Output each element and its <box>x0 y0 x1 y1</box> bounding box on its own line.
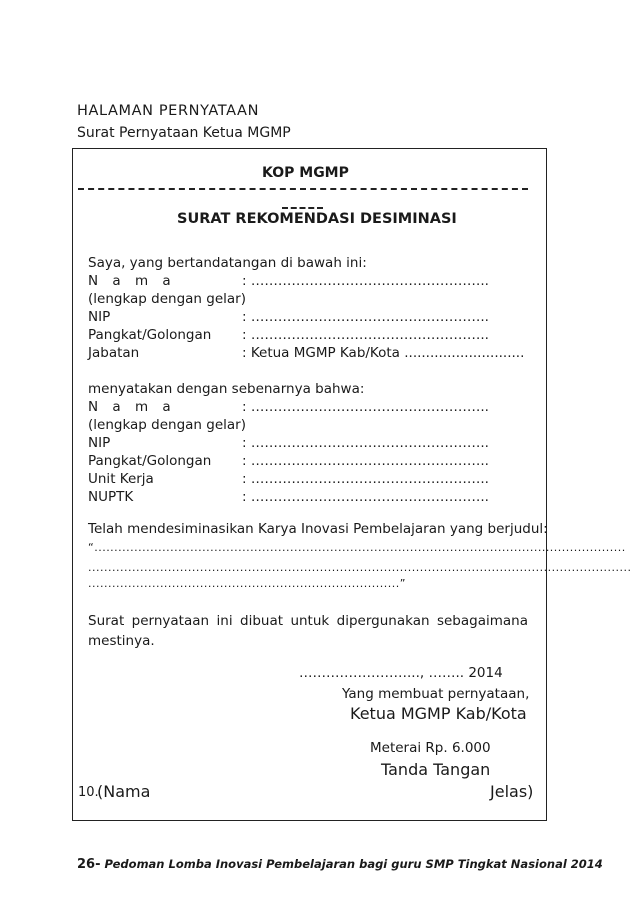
closing-statement: Surat pernyataan ini dibuat untuk dipergunakan sebagaimana mestinya. <box>88 613 528 649</box>
footer-text: Pedoman Lomba Inovasi Pembelajaran bagi guru SMP Tingkat Nasional 2014 <box>104 857 603 871</box>
name-number: 10. <box>78 785 99 800</box>
nip-field: : …………………………………………….. <box>242 435 489 451</box>
nip-field: : …………………………………………….. <box>242 309 489 325</box>
nuptk-label: NUPTK <box>88 489 134 505</box>
pangkat-field: : …………………………………………….. <box>242 453 489 469</box>
nama-field: : …………………………………………….. <box>242 273 489 289</box>
page-number: 26- <box>77 857 101 872</box>
unit-kerja-label: Unit Kerja <box>88 471 154 487</box>
page-footer <box>77 857 603 872</box>
gelar-note: (lengkap dengan gelar) <box>88 417 246 433</box>
statement-text: menyatakan dengan sebenarnya bahwa: <box>88 381 365 397</box>
name-close: Jelas) <box>490 782 534 801</box>
work-title-line: ........................................................................................................................................ <box>88 561 632 574</box>
gelar-note: (lengkap dengan gelar) <box>88 291 246 307</box>
kop-heading: KOP MGMP <box>262 165 349 181</box>
kop-divider-line <box>78 188 528 190</box>
signer-intro: Yang membuat pernyataan, <box>342 686 530 702</box>
page-heading: HALAMAN PERNYATAAN <box>77 103 260 119</box>
nama-label: N a m a <box>88 273 176 289</box>
intro-text: Saya, yang bertandatangan di bawah ini: <box>88 255 367 271</box>
stamp-duty-note: Meterai Rp. 6.000 <box>370 740 491 756</box>
disseminated-text: Telah mendesiminasikan Karya Inovasi Pembelajaran yang berjudul: <box>88 521 548 537</box>
jabatan-label: Jabatan <box>88 345 140 361</box>
letter-title: SURAT REKOMENDASI DESIMINASI <box>177 211 457 227</box>
signature-placeholder: Tanda Tangan <box>381 760 491 779</box>
kop-divider-short <box>282 207 323 209</box>
name-open: (Nama <box>97 782 151 801</box>
work-title-line: ..............................................................................” <box>88 577 406 590</box>
place-date-line: ……………………..., …….. 2014 <box>299 665 503 681</box>
unit-kerja-field: : …………………………………………….. <box>242 471 489 487</box>
nama-label: N a m a <box>88 399 176 415</box>
nip-label: NIP <box>88 309 111 325</box>
pangkat-label: Pangkat/Golongan <box>88 327 212 343</box>
nip-label: NIP <box>88 435 111 451</box>
signer-title: Ketua MGMP Kab/Kota <box>350 704 527 723</box>
nuptk-field: : …………………………………………….. <box>242 489 489 505</box>
pangkat-label: Pangkat/Golongan <box>88 453 212 469</box>
pangkat-field: : …………………………………………….. <box>242 327 489 343</box>
jabatan-field: : Ketua MGMP Kab/Kota ............................ <box>242 345 525 361</box>
nama-field: : …………………………………………….. <box>242 399 489 415</box>
work-title-line: “..................................................................................................................................... <box>88 541 626 554</box>
page-subheading: Surat Pernyataan Ketua MGMP <box>77 125 291 141</box>
